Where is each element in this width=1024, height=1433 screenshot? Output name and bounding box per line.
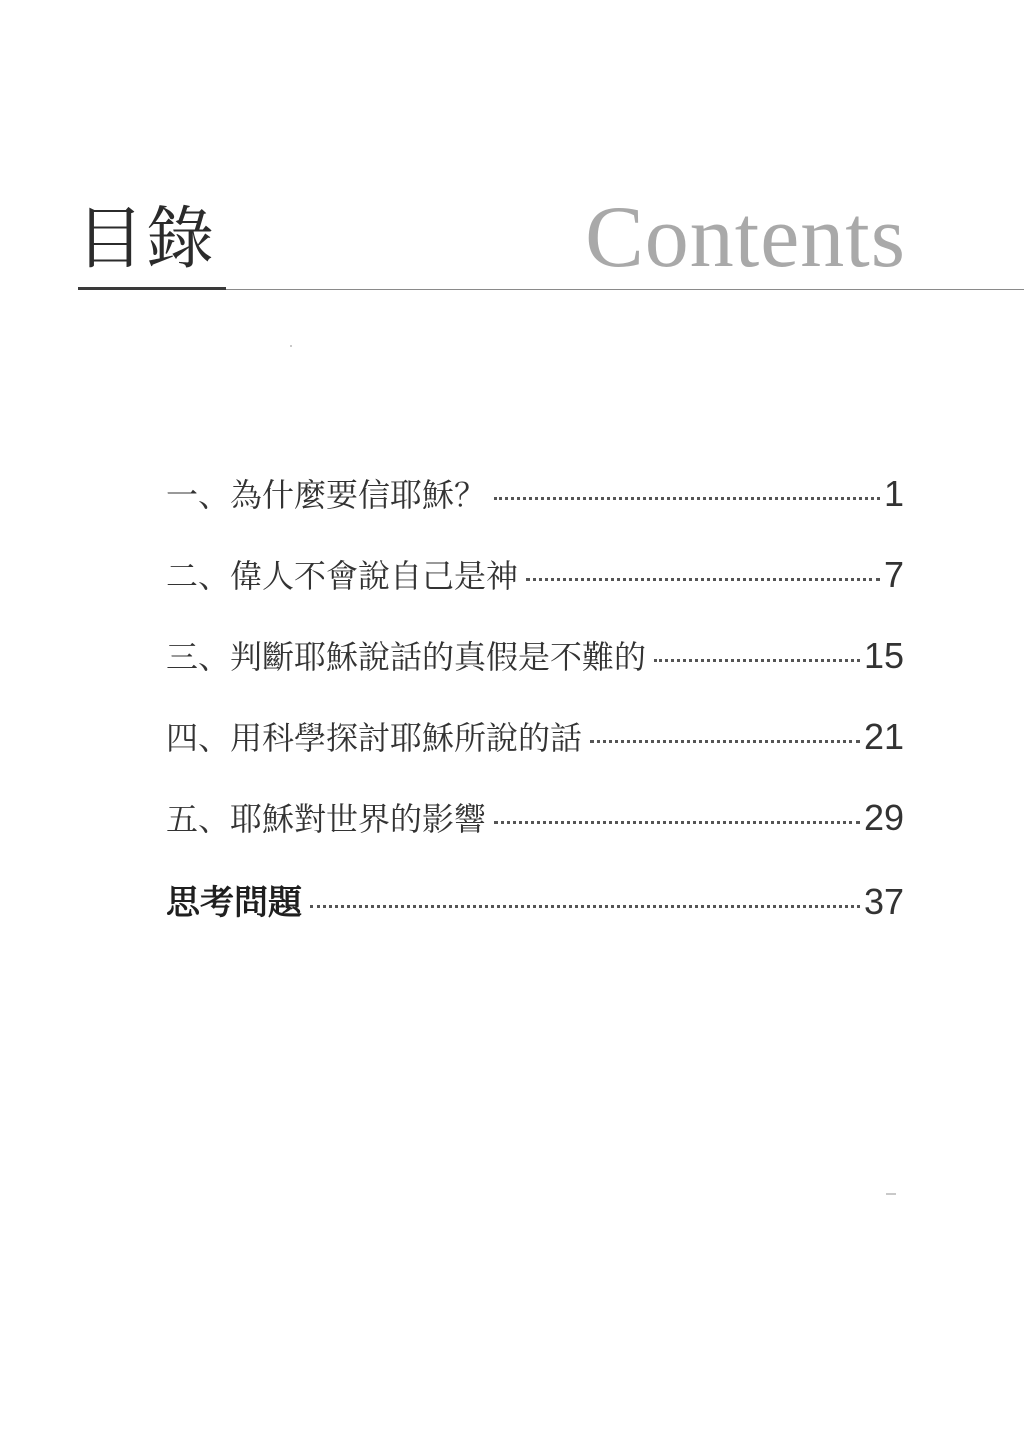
toc-entry-label: 四、用科學探討耶穌所說的話 [166, 719, 583, 757]
toc-entry-page-number: 1 [883, 473, 904, 514]
toc-entry-label: 一、為什麼要信耶穌？ [166, 476, 487, 514]
toc-entry-3[interactable] [166, 632, 904, 713]
toc-entry-page-number: 21 [863, 716, 904, 757]
dot-leader [590, 740, 860, 743]
header-rule [226, 289, 1024, 290]
toc-entry-6[interactable] [166, 875, 904, 956]
dot-leader [654, 659, 860, 662]
scan-speck [886, 1193, 896, 1195]
table-of-contents [166, 470, 904, 956]
toc-entry-5[interactable] [166, 794, 904, 875]
toc-entry-label: 二、偉人不會說自己是神 [166, 557, 519, 595]
toc-entry-2[interactable] [166, 551, 904, 632]
toc-entry-label: 三、判斷耶穌說話的真假是不難的 [166, 638, 647, 676]
toc-entry-page-number: 29 [863, 797, 904, 838]
dot-leader [494, 497, 880, 500]
toc-entry-page-number: 37 [863, 881, 904, 922]
title-underline [78, 287, 226, 290]
page-title-chinese: 目錄 [76, 200, 217, 279]
toc-entry-1[interactable] [166, 470, 904, 551]
toc-entry-4[interactable] [166, 713, 904, 794]
dot-leader [494, 821, 860, 824]
toc-entry-page-number: 7 [883, 554, 904, 595]
toc-entry-page-number: 15 [863, 635, 904, 676]
dot-leader [310, 905, 860, 908]
toc-entry-label: 五、耶穌對世界的影響 [166, 800, 487, 838]
scan-speck [290, 345, 292, 347]
page-title-english: Contents [585, 189, 906, 286]
dot-leader [526, 578, 880, 581]
toc-entry-label: 思考問題 [166, 883, 302, 923]
